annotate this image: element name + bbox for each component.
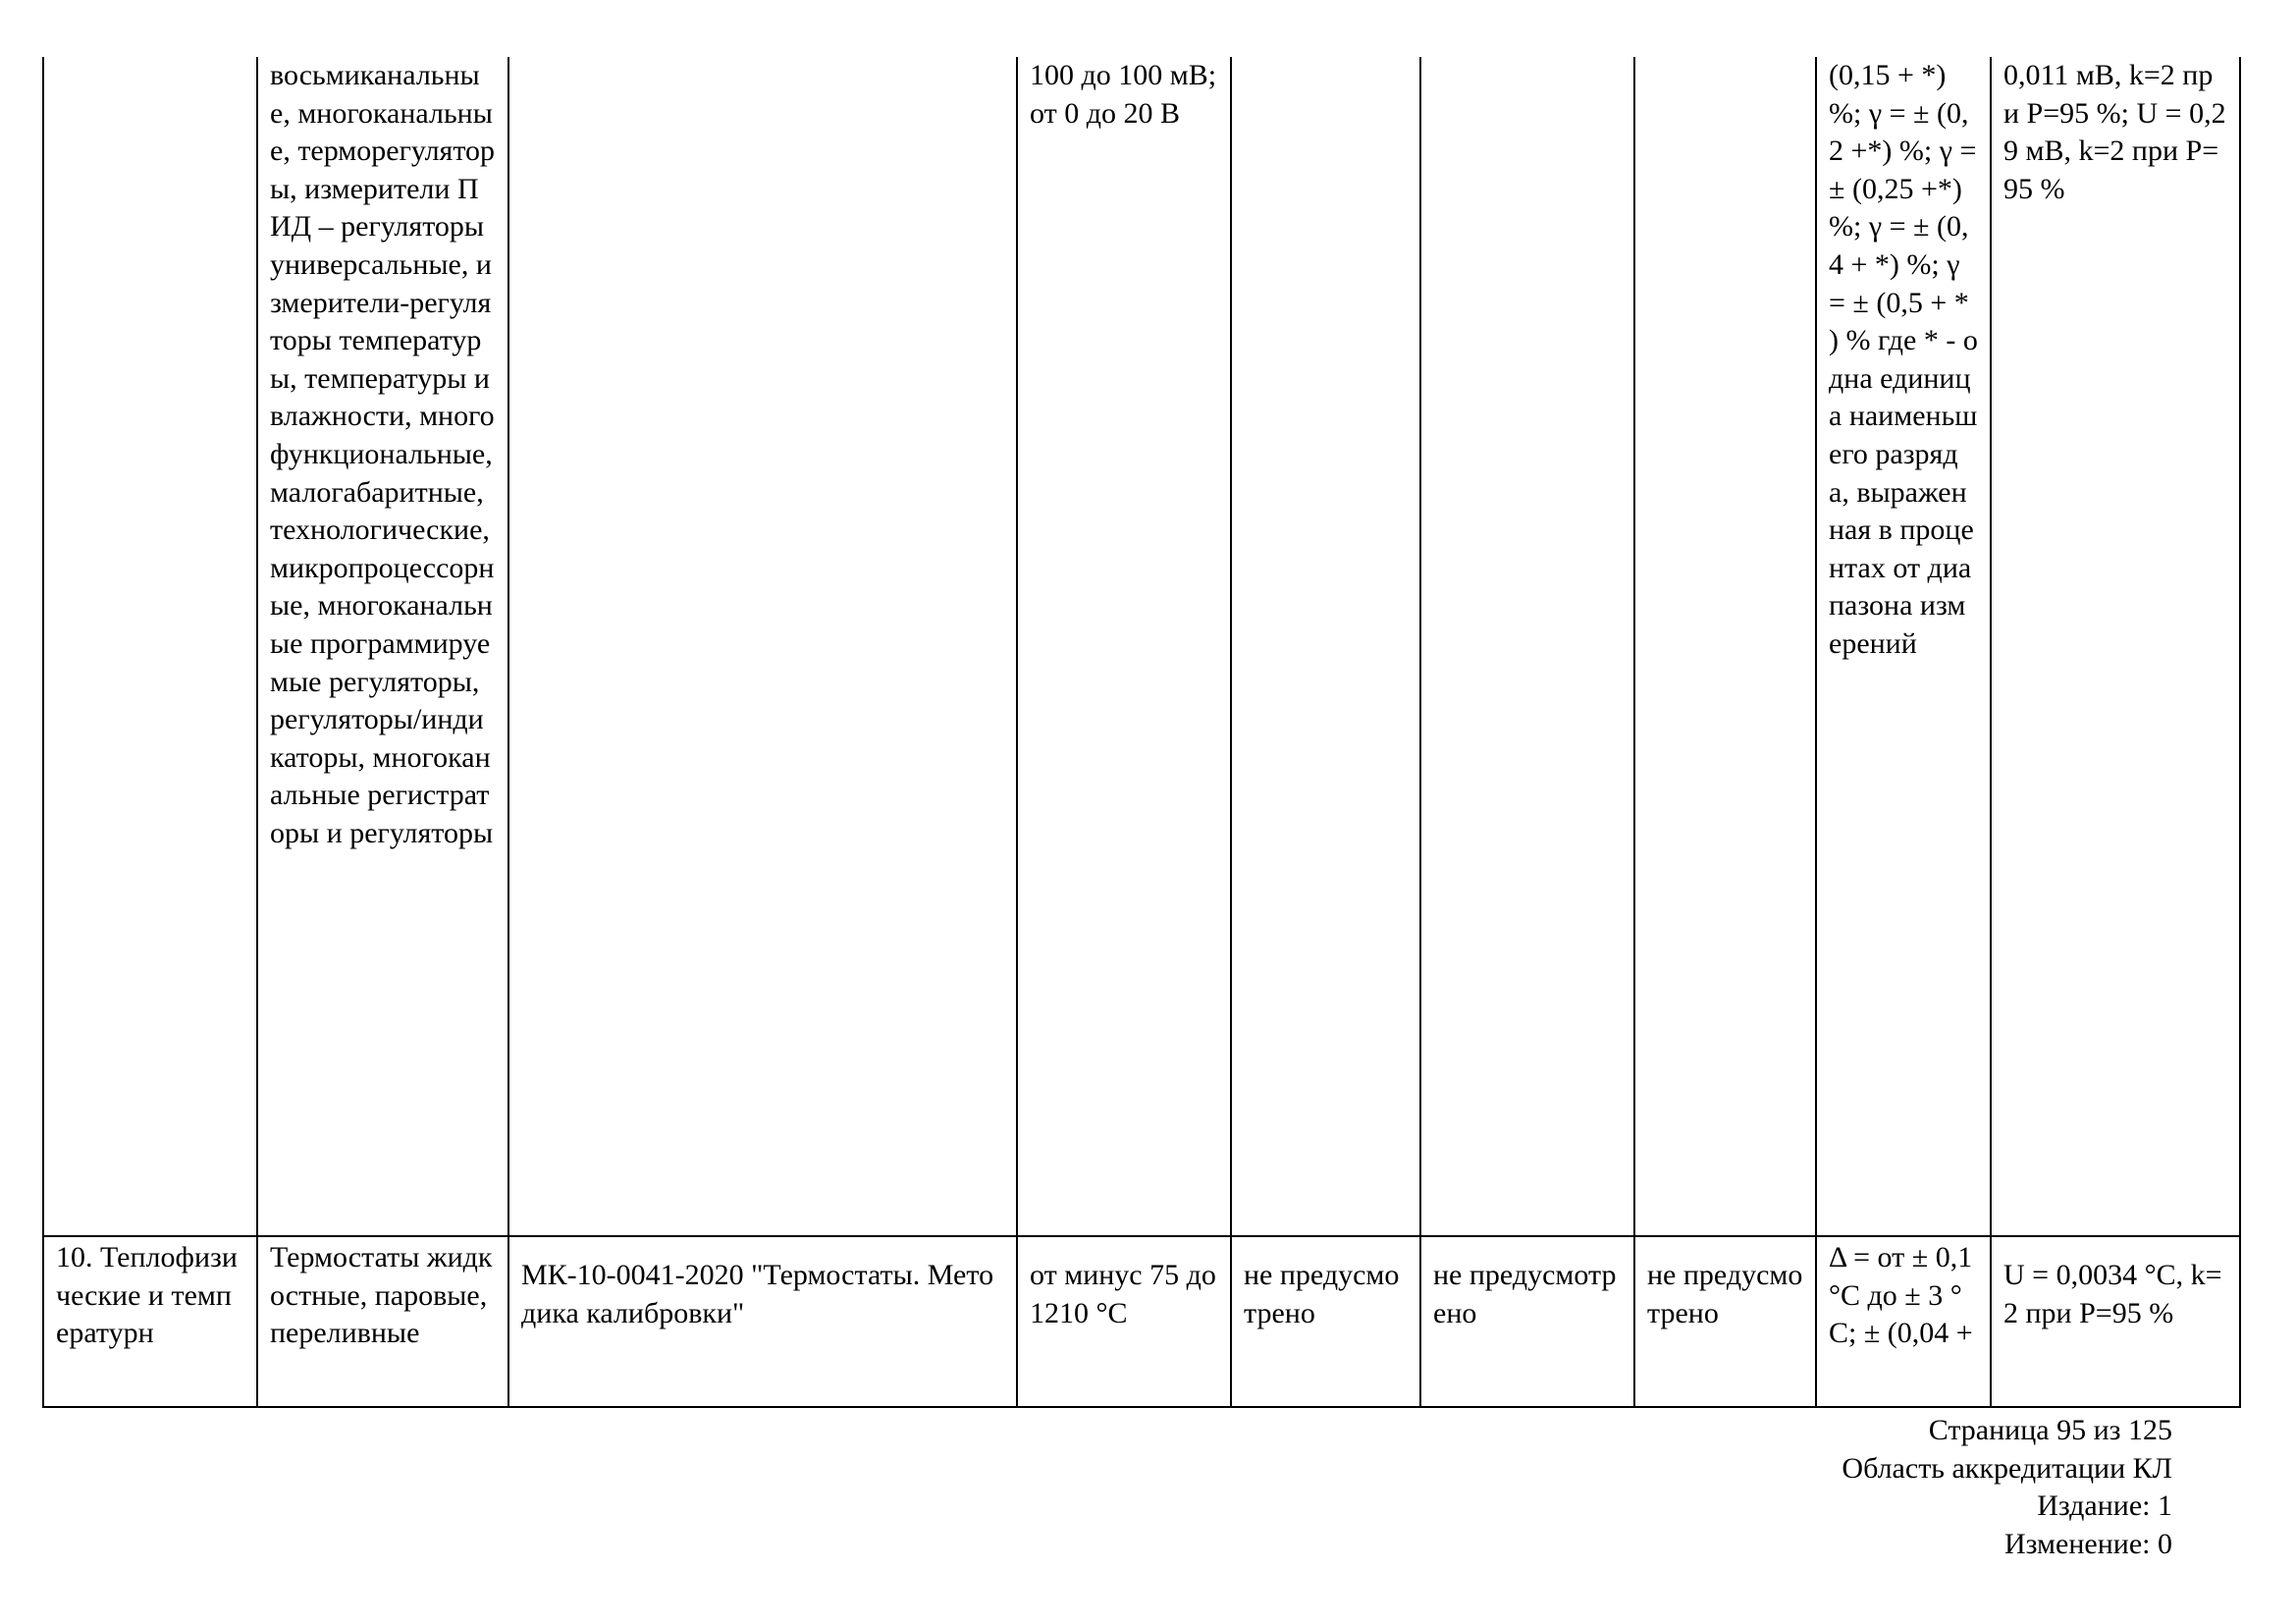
cell-col7 <box>1634 57 1816 1236</box>
cell-col6: не предусмотрено <box>1420 1236 1634 1407</box>
cell-uncertainty: 0,011 мВ, k=2 при P=95 %; U = 0,29 мВ, k=2 при P=95 % <box>1991 57 2240 1236</box>
page-footer <box>1842 1412 2172 1563</box>
cell-object: восьмиканальные, многоканальные, терморегуляторы, измерители ПИД – регуляторы универсальные, измерители-регуляторы температуры, температуры и влажности, многофункциональные, малогабаритные, технологические, микропроцессорные, многоканальные программируемые регуляторы, регуляторы/индикаторы, многоканальные регистраторы и регуляторы <box>257 57 508 1236</box>
change-label: Изменение: 0 <box>2003 1527 2172 1560</box>
cell-uncertainty: U = 0,0034 °С, k=2 при P=95 % <box>1991 1236 2240 1407</box>
cell-method <box>508 57 1017 1236</box>
cell-method: МК-10-0041-2020 "Термостаты. Методика калибровки" <box>508 1236 1017 1407</box>
cell-col7: не предусмотрено <box>1634 1236 1816 1407</box>
table-row-10 <box>43 1236 2240 1407</box>
cell-col5: не предусмотрено <box>1231 1236 1420 1407</box>
cell-number: 10. Теплофизические и температурн <box>43 1236 257 1407</box>
cell-object: Термостаты жидкостные, паровые, переливные <box>257 1236 508 1407</box>
edition-label: Издание: 1 <box>2037 1489 2172 1522</box>
cell-range: 100 до 100 мВ; от 0 до 20 В <box>1017 57 1231 1236</box>
page-number: Страница 95 из 125 <box>1928 1414 2172 1446</box>
accreditation-scope-label: Область аккредитации КЛ <box>1842 1451 2172 1485</box>
cell-number <box>43 57 257 1236</box>
cell-col6 <box>1420 57 1634 1236</box>
accreditation-scope-table <box>42 57 2241 1408</box>
cell-accuracy: (0,15 + *) %; γ = ± (0,2 +*) %; γ = ± (0,25 +*) %; γ = ± (0,4 + *) %; γ = ± (0,5 + * ) % где * - одна единица наименьшего разряда, выраженная в процентах от диапазона измерений <box>1816 57 1991 1236</box>
table-row-continued <box>43 57 2240 1236</box>
cell-range: от минус 75 до 1210 °С <box>1017 1236 1231 1407</box>
cell-accuracy: Δ = от ± 0,1 °С до ± 3 °С; ± (0,04 + <box>1816 1236 1991 1407</box>
cell-col5 <box>1231 57 1420 1236</box>
